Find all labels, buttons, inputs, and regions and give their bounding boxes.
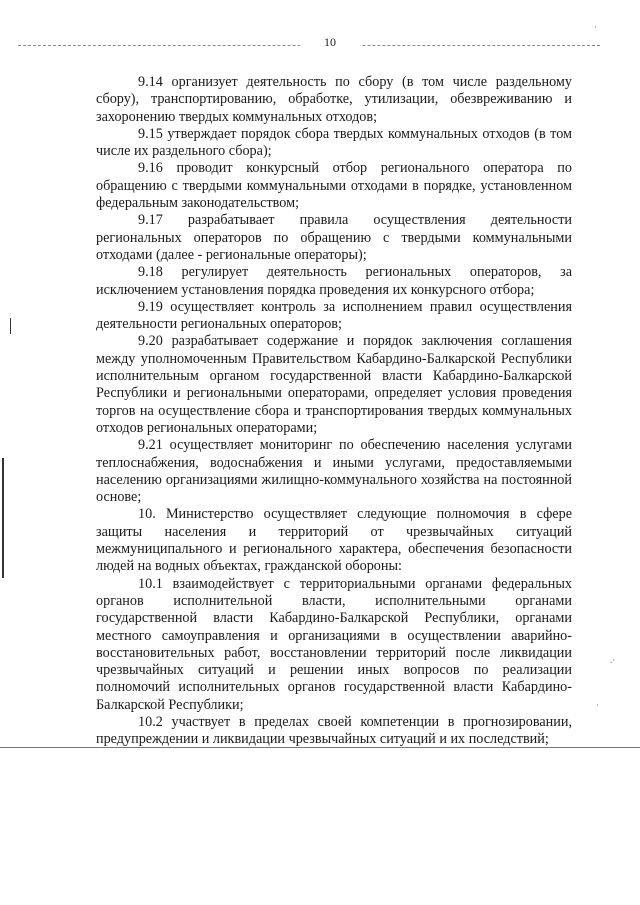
paragraph-9-17: 9.17 разрабатывает правила осуществления деятельности региональных операторов по обращению с твердыми коммунальными отходами (далее - региональные операторы); [96,212,572,263]
page-number: 10 [300,34,360,50]
scan-edge-mark [2,458,4,578]
paragraph-9-16: 9.16 проводит конкурсный отбор регионального оператора по обращению с твердыми коммунальными отходами в порядке, установленном федеральным законодательством; [96,160,572,212]
paragraph-10: 10. Министерство осуществляет следующие полномочия в сфере защиты населения и территорий от чрезвычайных ситуаций межмуниципального и регионального характера, обеспечения безопасности людей на водных объектах, гражданской обороны: [96,506,572,575]
paragraph-9-14: 9.14 организует деятельность по сбору (в том числе раздельному сбору), транспортированию, обработке, утилизации, обезвреживанию и захоронению твердых коммунальных отходов; [96,74,572,125]
paragraph-9-21: 9.21 осуществляет мониторинг по обеспечению населения услугами теплоснабжения, водоснабжения и иными услугами, предоставляемыми населению организациями жилищно-коммунального хозяйства на постоянной основе; [96,437,572,506]
paragraph-10-1: 10.1 взаимодействует с территориальными органами федеральных органов исполнительной власти, исполнительными органами государственной власти Кабардино-Балкарской Республики, органами местного самоуправления и организациями в осуществлении аварийно-восстановительных работ, восстановлении территорий после ликвидации чрезвычайных ситуаций и решении иных вопросов по реализации полномочий исполнительных органов государственной власти Кабардино-Балкарской Республики; [96,575,572,713]
scan-speck: · [596,700,599,710]
paragraph-9-19: 9.19 осуществляет контроль за исполнением правил осуществления деятельности региональных операторов; [96,298,572,333]
paragraph-9-20: 9.20 разрабатывает содержание и порядок заключения соглашения между уполномоченным Правительством Кабардино-Балкарской Республики исполнительным органом государственной власти Кабардино-Балкарской Республики и региональными операторами, определяет условия проведения торгов на осуществление сбора и транспортирования твердых коммунальных отходов региональных операторами; [96,333,572,436]
paragraph-9-15: 9.15 утверждает порядок сбора твердых коммунальных отходов (в том числе их раздельного сбора); [96,125,572,160]
scan-edge-mark [10,318,11,334]
paragraph-10-2: 10.2 участвует в пределах своей компетенции в прогнозировании, предупреждении и ликвидации чрезвычайных ситуаций и их последствий; [96,713,572,748]
scan-speck: .· [610,655,616,665]
scan-speck: · [594,22,597,32]
paragraph-9-18: 9.18 регулирует деятельность региональных операторов, за исключением установления порядка проведения их конкурсного отбора; [96,264,572,298]
document-body [96,74,572,749]
